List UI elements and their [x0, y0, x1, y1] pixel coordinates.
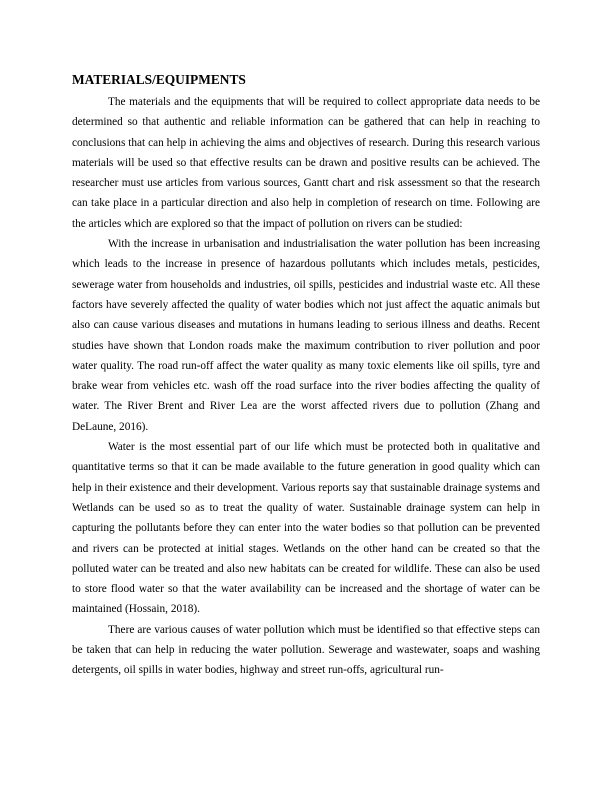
paragraph-urbanisation-pollution: With the increase in urbanisation and industrialisation the water pollution has been increasing which leads to the increase in presence of hazardous pollutants which includes metals, pesticides, sewerage water from households and industries, oil spills, pesticides and industrial waste etc. All these factors have severely affected the quality of water bodies which not just affect the aquatic animals but also can cause various diseases and mutations in humans leading to serious illness and deaths. Recent studies have shown that London roads make the maximum contribution to river pollution and poor water quality. The road run-off affect the water quality as many toxic elements like oil spills, tyre and brake wear from vehicles etc. wash off the road surface into the river bodies affecting the quality of water. The River Brent and River Lea are the worst affected rivers due to pollution (Zhang and DeLaune, 2016). [72, 238, 540, 433]
paragraph-pollution-causes: There are various causes of water pollution which must be identified so that effective steps can be taken that can help in reducing the water pollution. Sewerage and wastewater, soaps and washing detergents, oil spills in water bodies, highway and street run-offs, agricultural run- [72, 623, 540, 677]
paragraph-materials-intro: The materials and the equipments that will be required to collect appropriate data needs to be determined so that authentic and reliable information can be gathered that can help in reaching to conclusions that can help in achieving the aims and objectives of research. During this research various materials will be used so that effective results can be drawn and positive results can be achieved. The researcher must use articles from various sources, Gantt chart and risk assessment so that the research can take place in a particular direction and also help in completion of research on time. Following are the articles which are explored so that the impact of pollution on rivers can be studied: [72, 96, 540, 230]
page-content [72, 72, 540, 681]
section-heading: MATERIALS/EQUIPMENTS [72, 72, 246, 87]
paragraph-water-protection: Water is the most essential part of our life which must be protected both in qualitative and quantitative terms so that it can be made available to the future generation in good quality which can help in their existence and their development. Various reports say that sustainable drainage systems and Wetlands can be used so as to treat the quality of water. Sustainable drainage system can help in capturing the pollutants before they can enter into the water bodies so that pollution can be prevented and rivers can be protected at initial stages. Wetlands on the other hand can be created so that the polluted water can be treated and also new habitats can be created for wildlife. These can also be used to store flood water so that the water availability can be increased and the shortage of water can be maintained (Hossain, 2018). [72, 441, 540, 616]
